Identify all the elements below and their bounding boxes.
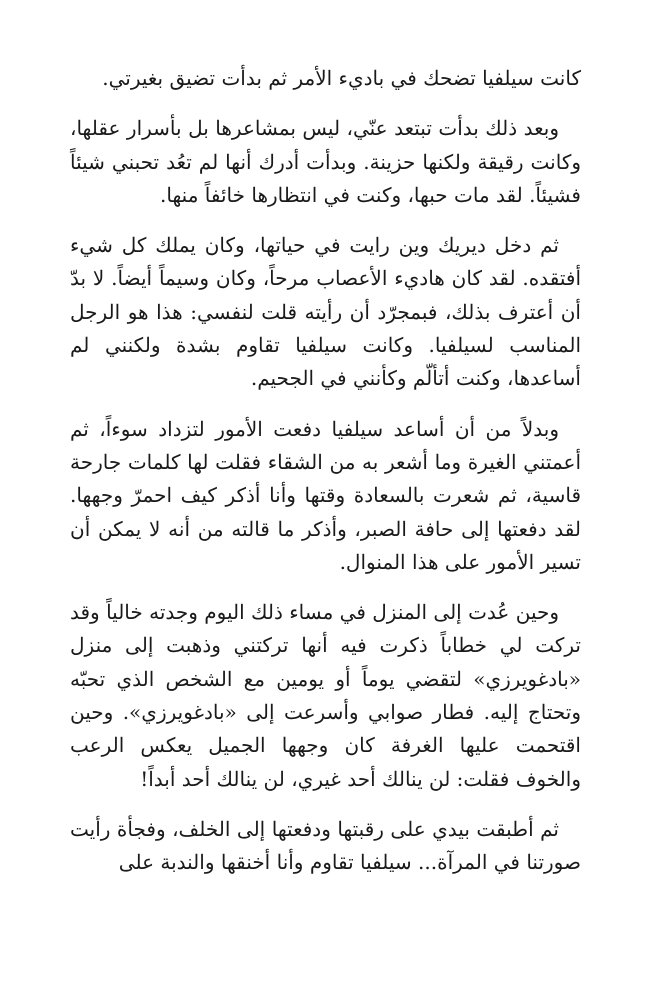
paragraph-5: وحين عُدت إلى المنزل في مساء ذلك اليوم وجدته خالياً وقد تركت لي خطاباً ذكرت فيه أنها تركتني وذهبت إلى منزل «بادغويرزي» لتقضي يوماً أو يومين مع الشخص الذي تحبّه وتحتاج إليه. فطار صوابي وأسرعت إلى «بادغويرزي». وحين اقتحمت عليها الغرفة كان وجهها الجميل يعكس الرعب والخوف فقلت: لن ينالك أحد غيري، لن ينالك أحد أبداً! — [70, 600, 582, 791]
paragraph-1: كانت سيلفيا تضحك في باديء الأمر ثم بدأت تضيق بغيرتي. — [102, 66, 581, 90]
paragraph-6: ثم أطبقت بيدي على رقبتها ودفعتها إلى الخلف، وفجأة رأيت صورتنا في المرآة... سيلفيا تقاوم وأنا أخنقها والندبة على — [70, 816, 581, 875]
paragraph-2: وبعد ذلك بدأت تبتعد عنّي، ليس بمشاعرها بل بأسرار عقلها، وكانت رقيقة ولكنها حزينة. وبدأت أدرك أنها لم تعُد تحبني شيئاً فشيئاً. لقد مات حبها، وكنت في انتظارها خائفاً منها. — [70, 116, 581, 207]
paragraph-4: وبدلاً من أن أساعد سيلفيا دفعت الأمور لتزداد سوءاً، ثم أعمتني الغيرة وما أشعر به من الشقاء فقلت لها كلمات جارحة قاسية، ثم شعرت بالسعادة وقتها وأنا أذكر كيف احمرّ وجهها. لقد دفعتها إلى حافة الصبر، وأذكر ما قالته من أنه لا يمكن أن تسير الأمور على هذا المنوال. — [70, 416, 582, 574]
paragraph-3: ثم دخل ديريك وين رايت في حياتها، وكان يملك كل شيء أفتقده. لقد كان هاديء الأعصاب مرحاً، وكان وسيماً أيضاً. لا بدّ أن أعترف بذلك، فبمجرّد أن رأيته قلت لنفسي: هذا هو الرجل المناسب لسيلفيا. وكانت سيلفيا تقاوم بشدة ولكنني لم أساعدها، وكنت أتألّم وكأنني في الجحيم. — [70, 233, 582, 391]
